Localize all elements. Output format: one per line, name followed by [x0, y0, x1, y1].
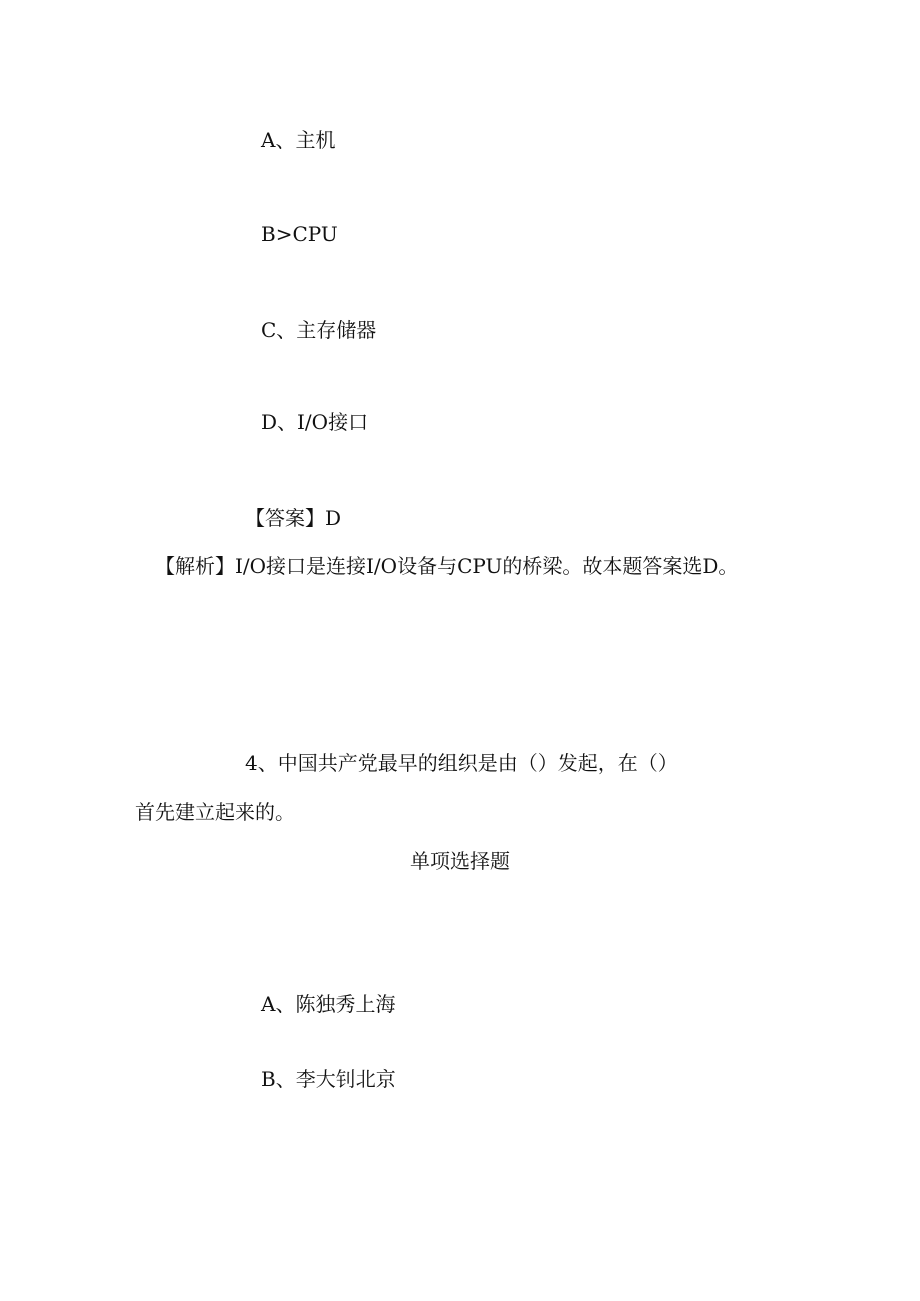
q4-question-type: 单项选择题 — [410, 849, 510, 873]
q3-answer: 【答案】D — [245, 506, 342, 530]
q4-option-b: B、李大钊北京 — [261, 1067, 396, 1091]
q3-option-b: B>CPU — [261, 222, 338, 246]
q3-option-a: A、主机 — [261, 128, 336, 152]
q3-option-c: C、主存储器 — [261, 318, 377, 342]
q4-stem-line-2: 首先建立起来的。 — [135, 800, 295, 824]
q4-option-a: A、陈独秀上海 — [261, 992, 396, 1016]
q3-option-d: D、I/O接口 — [261, 410, 369, 434]
q3-analysis: 【解析】I/O接口是连接I/O设备与CPU的桥梁。故本题答案选D。 — [155, 554, 739, 578]
q4-stem-line-1: 4、中国共产党最早的组织是由（）发起，在（） — [245, 751, 678, 775]
